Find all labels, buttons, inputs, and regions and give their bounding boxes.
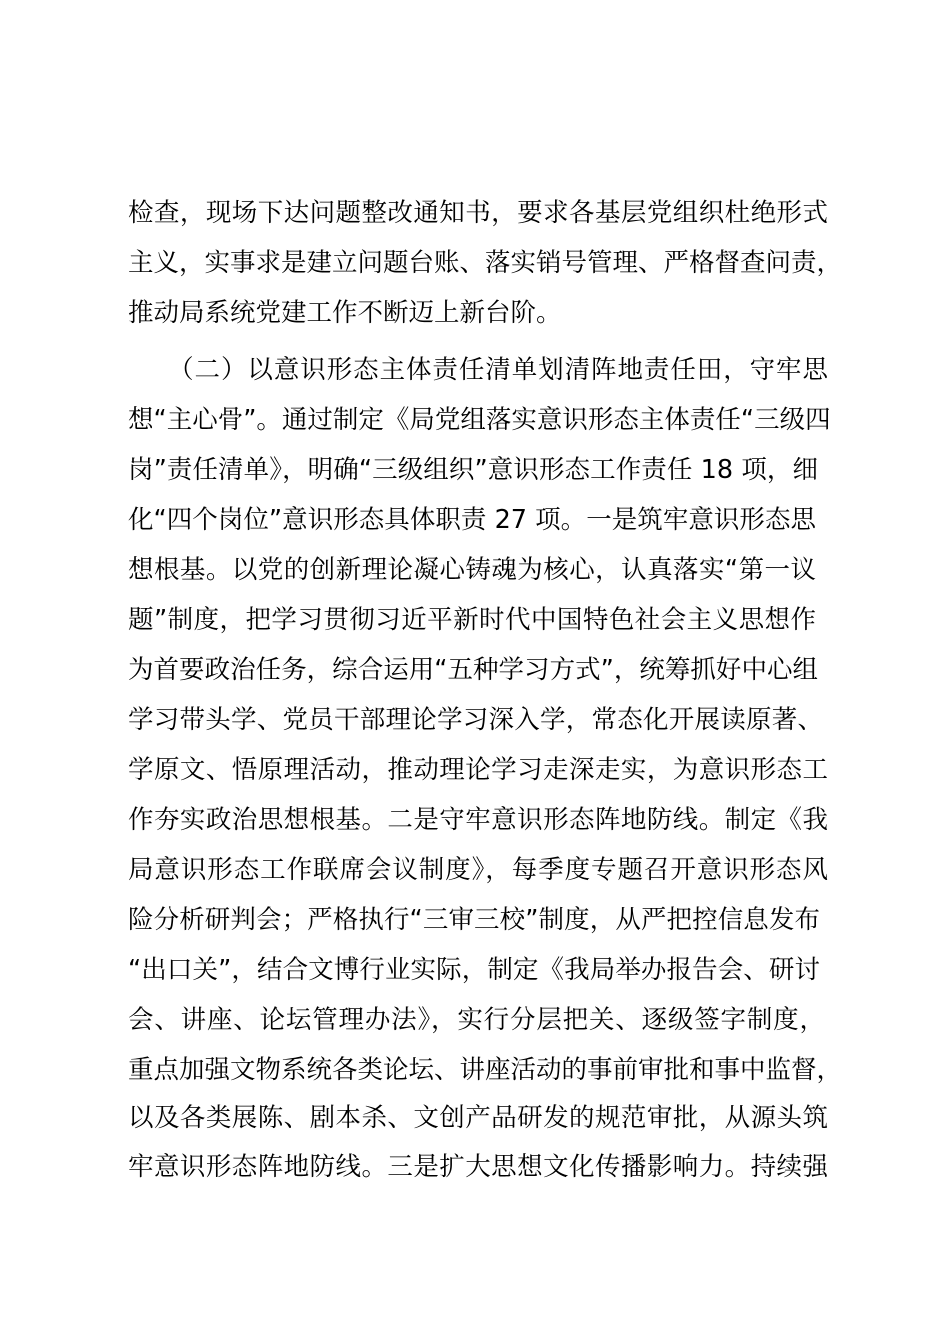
- text-line: 岗”责任清单》，明确“三级组织”意识形态工作责任 18 项，细: [128, 455, 818, 485]
- text-line: 局意识形态工作联席会议制度》，每季度专题召开意识形态风: [128, 855, 828, 885]
- text-line: 检查，现场下达问题整改通知书，要求各基层党组织杜绝形式: [128, 198, 828, 228]
- text-line: 会、讲座、论坛管理办法》，实行分层把关、逐级签字制度，: [128, 1005, 825, 1035]
- text-line: 学习带头学、党员干部理论学习深入学，常态化开展读原著、: [128, 705, 823, 735]
- text-line: 以及各类展陈、剧本杀、文创产品研发的规范审批，从源头筑: [128, 1103, 828, 1133]
- text-line: 题”制度，把学习贯彻习近平新时代中国特色社会主义思想作: [128, 605, 816, 635]
- text-line: 推动局系统党建工作不断迈上新台阶。: [128, 298, 562, 328]
- text-line: 作夯实政治思想根基。二是守牢意识形态阵地防线。制定《我: [128, 805, 828, 835]
- text-line: “出口关”，结合文博行业实际，制定《我局举办报告会、研讨: [128, 955, 820, 985]
- text-line: 险分析研判会；严格执行“三审三校”制度，从严把控信息发布: [128, 905, 820, 935]
- text-line: 重点加强文物系统各类论坛、讲座活动的事前审批和事中监督，: [128, 1055, 843, 1085]
- text-line: 想根基。以党的创新理论凝心铸魂为核心，认真落实“第一议: [128, 555, 816, 585]
- text-line: 想“主心骨”。通过制定《局党组落实意识形态主体责任“三级四: [128, 405, 831, 435]
- text-line: 化“四个岗位”意识形态具体职责 27 项。一是筑牢意识形态思: [128, 505, 816, 535]
- text-line: 牢意识形态阵地防线。三是扩大思想文化传播影响力。持续强: [128, 1152, 828, 1182]
- text-line: 学原文、悟原理活动，推动理论学习走深走实，为意识形态工: [128, 755, 828, 785]
- text-line: 为首要政治任务，综合运用“五种学习方式”，统筹抓好中心组: [128, 655, 818, 685]
- text-line: 主义，实事求是建立问题台账、落实销号管理、严格督查问责，: [128, 248, 843, 278]
- text-line: （二）以意识形态主体责任清单划清阵地责任田，守牢思: [128, 355, 828, 385]
